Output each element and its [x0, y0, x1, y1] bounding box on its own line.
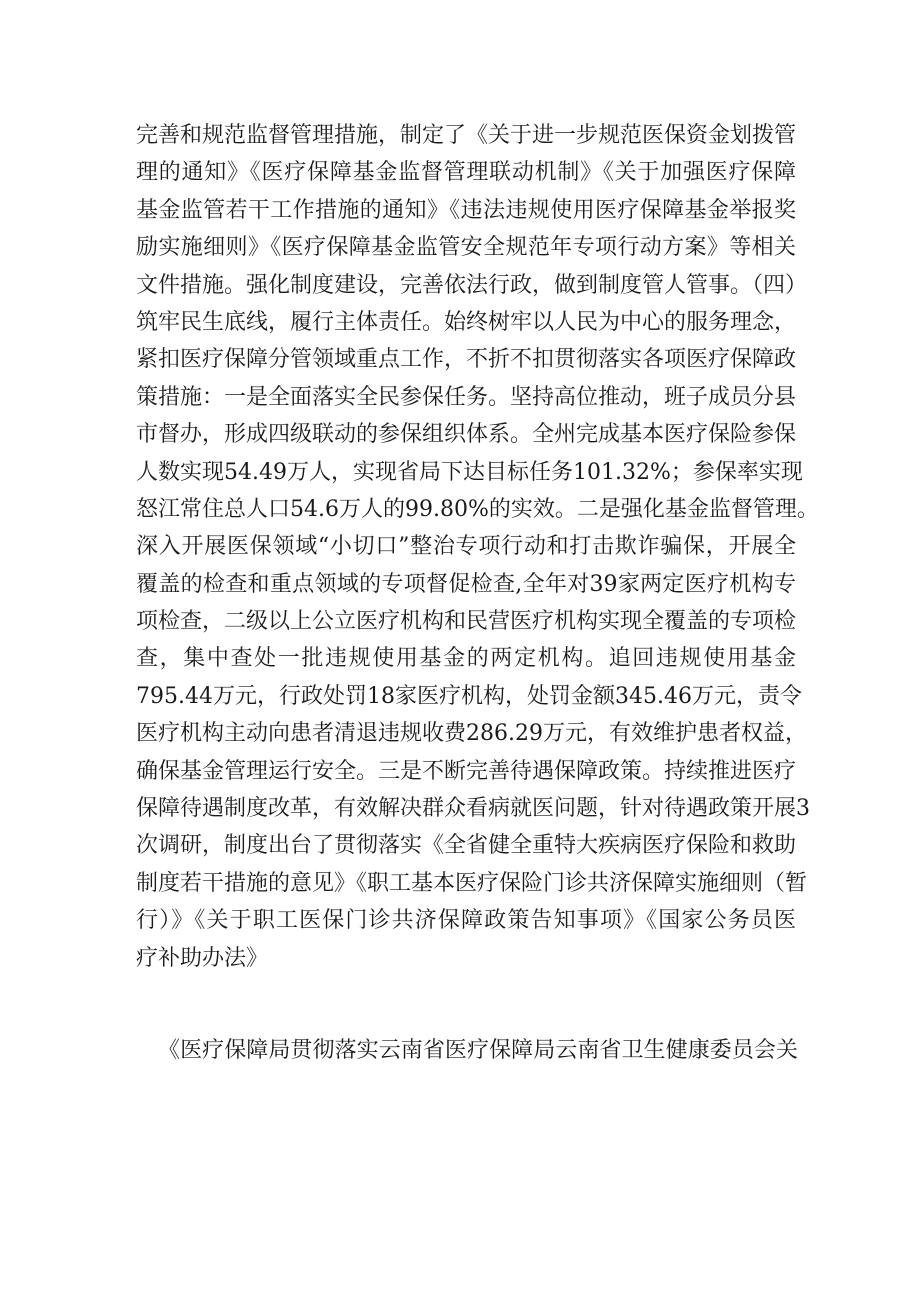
text-line: 策措施：一是全面落实全民参保任务。坚持高位推动，班子成员分县	[136, 384, 797, 410]
text-line: 制度若干措施的意见》《职工基本医疗保险门诊共济保障实施细则（暂	[136, 870, 808, 896]
text-line: 市督办，形成四级联动的参保组织体系。全州完成基本医疗保险参保	[136, 422, 797, 448]
text-line: 紧扣医疗保障分管领域重点工作，不折不扣贯彻落实各项医疗保障政	[136, 347, 797, 373]
text-line: 人数实现54.49万人，实现省局下达目标任务101.32%；参保率实现	[136, 459, 803, 485]
text-line: 覆盖的检查和重点领域的专项督促检查,全年对39家两定医疗机构专	[136, 571, 796, 597]
body-paragraph-2: 《医疗保障局贯彻落实云南省医疗保障局云南省卫生健康委员会关	[158, 1038, 798, 1063]
text-line: 次调研，制度出台了贯彻落实《全省健全重特大疾病医疗保险和救助	[136, 833, 797, 859]
text-line: 理的通知》《医疗保障基金监督管理联动机制》《关于加强医疗保障	[136, 160, 796, 186]
text-line: 怒江常住总人口54.6万人的99.80%的实效。二是强化基金监督管理。	[136, 496, 819, 522]
text-line: 深入开展医保领域“小切口”整治专项行动和打击欺诈骗保，开展全	[136, 534, 796, 560]
text-line: 筑牢民生底线，履行主体责任。始终树牢以人民为中心的服务理念，	[136, 309, 797, 335]
text-line: 确保基金管理运行安全。三是不断完善待遇保障政策。持续推进医疗	[136, 758, 797, 784]
text-line: 查，集中查处一批违规使用基金的两定机构。追回违规使用基金	[136, 646, 796, 672]
body-paragraph-1	[136, 117, 819, 977]
text-line: 完善和规范监督管理措施，制定了《关于进一步规范医保资金划拨管	[136, 123, 797, 148]
text-line: 励实施细则》《医疗保障基金监管安全规范年专项行动方案》等相关	[136, 235, 796, 261]
text-line: 项检查，二级以上公立医疗机构和民营医疗机构实现全覆盖的专项检	[136, 609, 797, 635]
text-line: 基金监管若干工作措施的通知》《违法违规使用医疗保障基金举报奖	[136, 197, 796, 223]
text-line: 疗补助办法》	[136, 945, 269, 971]
text-line: 医疗机构主动向患者清退违规收费286.29万元，有效维护患者权益，	[136, 721, 807, 747]
text-line: 795.44万元，行政处罚18家医疗机构，处罚金额345.46万元，责令	[136, 683, 802, 709]
text-line: 文件措施。强化制度建设，完善依法行政，做到制度管人管事。（四）	[136, 272, 808, 298]
text-line: 行）》《关于职工医保门诊共济保障政策告知事项》《国家公务员医	[136, 908, 796, 934]
text-line: 保障待遇制度改革，有效解决群众看病就医问题，针对待遇政策开展3	[136, 796, 810, 822]
